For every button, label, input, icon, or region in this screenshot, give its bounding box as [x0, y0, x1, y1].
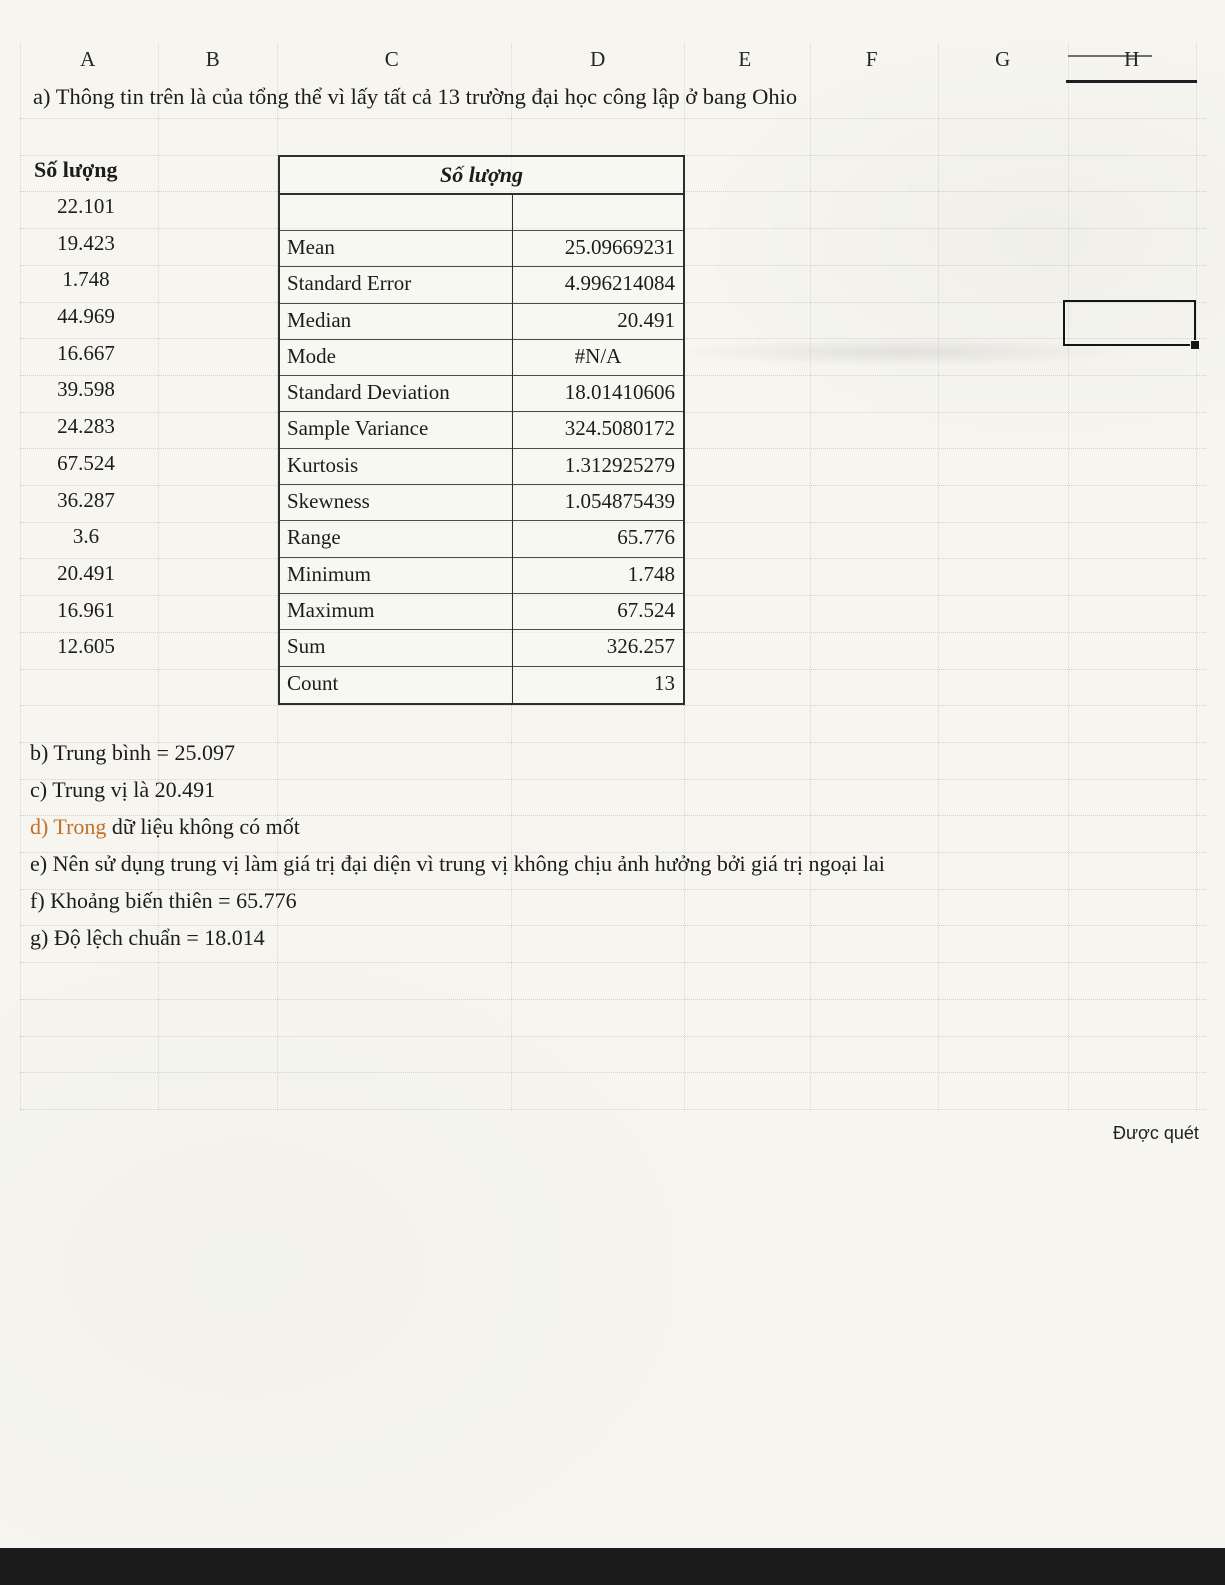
descriptive-stats-table: [278, 155, 685, 705]
answer-line-b: [30, 738, 1170, 775]
column-header-a[interactable]: A: [80, 47, 96, 71]
h-column-top-border: [1068, 55, 1152, 57]
gridline-horizontal: [20, 999, 1206, 1000]
selected-cell-outline[interactable]: [1063, 300, 1196, 346]
scan-bottom-bar: [0, 1548, 1225, 1585]
stat-label-cell: Median: [287, 307, 352, 332]
stats-row: [280, 376, 683, 412]
gridline-horizontal: [20, 962, 1206, 963]
stats-row: [280, 667, 683, 703]
stat-value-cell: 13: [654, 670, 675, 695]
stat-label-cell: Maximum: [287, 597, 375, 622]
stat-label-cell: Kurtosis: [287, 452, 359, 477]
answer-line-e: [30, 849, 1170, 886]
answer-lead: d) Trong: [30, 814, 107, 839]
gridline-horizontal: [20, 705, 1206, 706]
stat-label-cell: Count: [287, 670, 339, 695]
data-cell: 24.283: [57, 414, 115, 439]
data-cell: 16.667: [57, 340, 115, 365]
stats-row: [280, 630, 683, 666]
stat-label-cell: Standard Error: [287, 271, 412, 296]
stat-value-cell: #N/A: [574, 343, 622, 368]
stat-value-cell: 18.01410606: [564, 380, 675, 405]
stat-value-cell: 67.524: [617, 597, 675, 622]
stat-value-cell: [513, 195, 683, 230]
answer-line-f: [30, 886, 1170, 923]
stats-row: [280, 304, 683, 340]
answer-text: c) Trung vị là 20.491: [30, 777, 216, 802]
gridline-vertical: [20, 44, 21, 1110]
stats-row: [280, 521, 683, 557]
answer-text: g) Độ lệch chuẩn = 18.014: [30, 925, 265, 950]
h-column-underline: [1066, 80, 1197, 83]
stat-value-cell: 326.257: [606, 634, 675, 659]
answer-line-d: [30, 812, 1170, 849]
stat-value-cell: 1.748: [627, 561, 675, 586]
gridline-horizontal: [20, 118, 1206, 119]
data-cell: 12.605: [57, 634, 115, 659]
answer-text: e) Nên sử dụng trung vị làm giá trị đại diện vì trung vị không chịu ảnh hưởng bởi giá trị ngoại lai: [30, 851, 885, 876]
stat-label-cell: Sample Variance: [287, 416, 429, 441]
answer-a-text: a) Thông tin trên là của tổng thể vì lấy tất cả 13 trường đại học công lập ở bang Ohio: [33, 84, 798, 109]
stats-empty-row: [280, 195, 683, 231]
answer-text: b) Trung bình = 25.097: [30, 740, 235, 765]
data-cell: 16.961: [57, 597, 115, 622]
stat-label-cell: Mean: [287, 235, 335, 259]
data-column-header: Số lượng: [34, 157, 118, 182]
column-header-d[interactable]: D: [590, 47, 606, 71]
answer-text: dữ liệu không có mốt: [106, 814, 300, 839]
stats-row: [280, 594, 683, 630]
gridline-vertical: [1196, 44, 1197, 1110]
answer-line-g: [30, 923, 1170, 960]
stats-table-title: Số lượng: [280, 157, 683, 195]
stat-label-cell: Minimum: [287, 561, 372, 586]
column-header-e[interactable]: E: [738, 47, 752, 71]
data-cell: 3.6: [72, 524, 100, 549]
stat-value-cell: 324.5080172: [564, 416, 675, 441]
column-header-h[interactable]: H: [1124, 47, 1140, 71]
data-cell: 36.287: [57, 487, 115, 512]
stats-row: [280, 412, 683, 448]
gridline-horizontal: [20, 1109, 1206, 1110]
stat-label-cell: Range: [287, 525, 341, 550]
stat-label-cell: Mode: [287, 343, 336, 368]
stat-value-cell: 4.996214084: [564, 271, 675, 296]
stats-row: [280, 449, 683, 485]
data-cell: 67.524: [57, 450, 115, 475]
gridline-horizontal: [20, 1036, 1206, 1037]
data-cell: 22.101: [57, 194, 115, 218]
stats-table-body: [280, 195, 683, 703]
stat-value-cell: 25.09669231: [564, 235, 675, 259]
stat-label-cell: Standard Deviation: [287, 380, 450, 405]
stats-row: [280, 231, 683, 267]
stat-value-cell: 20.491: [617, 307, 675, 332]
stat-value-cell: 65.776: [617, 525, 675, 550]
stat-value-cell: 1.054875439: [564, 489, 675, 514]
stat-label-cell: [280, 195, 513, 230]
column-header-b[interactable]: B: [205, 47, 221, 71]
stats-row: [280, 558, 683, 594]
data-column-values: [26, 190, 146, 667]
data-cell: 20.491: [57, 560, 115, 585]
stats-row: [280, 485, 683, 521]
data-cell: 19.423: [57, 230, 115, 255]
stat-label-cell: Sum: [287, 634, 326, 659]
column-header-f[interactable]: F: [865, 47, 879, 71]
answers-block: [30, 738, 1170, 960]
camscanner-watermark: Được quét: [1113, 1123, 1199, 1143]
column-header-g[interactable]: G: [995, 47, 1011, 71]
answer-line-c: [30, 775, 1170, 812]
answer-text: f) Khoảng biến thiên = 65.776: [30, 888, 297, 913]
data-cell: 1.748: [62, 267, 110, 292]
stats-row: [280, 267, 683, 303]
gridline-horizontal: [20, 1072, 1206, 1073]
stat-label-cell: Skewness: [287, 489, 370, 514]
data-cell: 44.969: [57, 304, 115, 329]
stat-value-cell: 1.312925279: [564, 452, 675, 477]
fill-handle[interactable]: [1190, 340, 1200, 350]
stats-row: [280, 340, 683, 376]
column-header-c[interactable]: C: [384, 47, 400, 71]
data-cell: 39.598: [57, 377, 115, 402]
